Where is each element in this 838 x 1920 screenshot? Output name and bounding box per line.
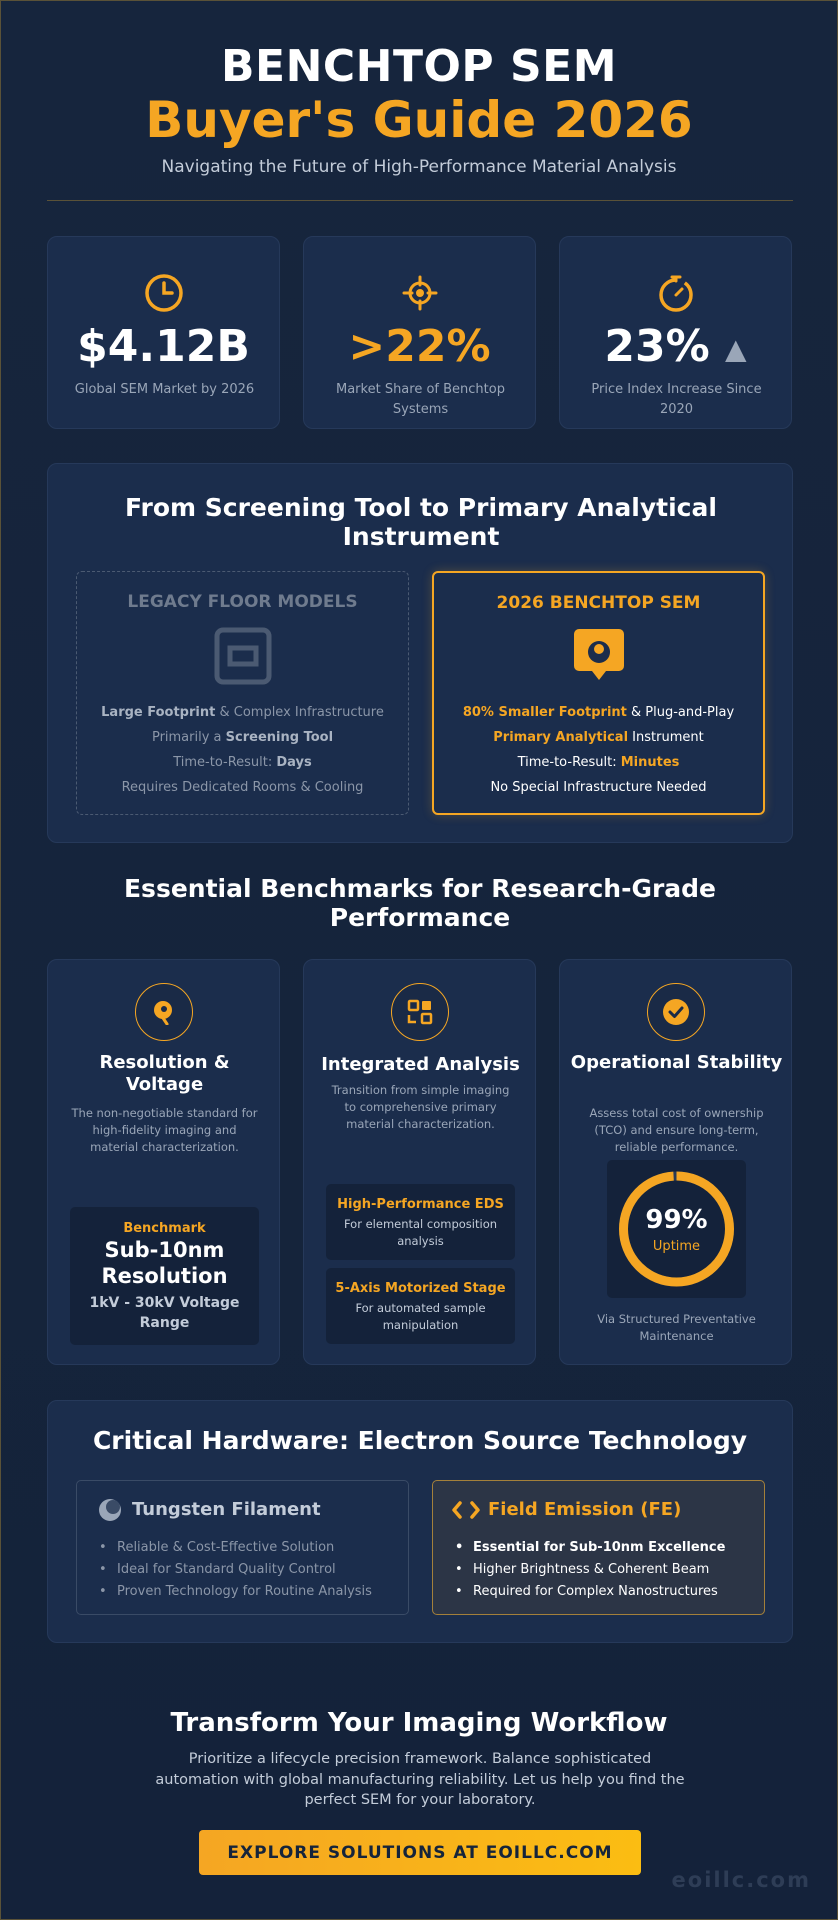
header-divider bbox=[47, 200, 793, 201]
stat-value bbox=[560, 321, 791, 372]
feature-text: For elemental composition analysis bbox=[343, 1217, 498, 1248]
list-item: • Essential for Sub-10nm Excellence bbox=[453, 1537, 725, 1559]
tungsten-list bbox=[97, 1537, 372, 1603]
benchmark-title: Resolution & Voltage bbox=[99, 1052, 230, 1095]
benchmark-description: Transition from simple imaging to comprehensive primary material characterization. bbox=[331, 1083, 510, 1131]
stat-value: $4.12B bbox=[77, 321, 250, 372]
spec-label: Benchmark bbox=[123, 1221, 206, 1236]
benchmark-card-stability bbox=[559, 959, 792, 1365]
benchtop-line: Time-to-Result: Minutes bbox=[517, 755, 680, 770]
code-brackets-icon bbox=[451, 1497, 481, 1523]
section-title: Critical Hardware: Electron Source Technology bbox=[92, 1426, 748, 1455]
benchmark-card-analysis bbox=[303, 959, 536, 1365]
explore-solutions-button[interactable]: EXPLORE SOLUTIONS AT EOILLC.COM bbox=[199, 1830, 641, 1875]
benchtop-panel bbox=[432, 571, 765, 815]
page-title: BENCHTOP SEM bbox=[220, 41, 618, 92]
feature-title: 5-Axis Motorized Stage bbox=[335, 1281, 506, 1296]
clock-icon bbox=[48, 271, 279, 315]
benchmark-description: The non-negotiable standard for high-fidelity imaging and material characterization. bbox=[71, 1106, 258, 1154]
floor-model-icon bbox=[77, 627, 408, 687]
benchtop-sem-icon bbox=[434, 628, 763, 688]
field-emission-panel bbox=[432, 1480, 765, 1615]
stat-label: Price Index Increase Since 2020 bbox=[591, 382, 762, 417]
tungsten-title: Tungsten Filament bbox=[132, 1499, 321, 1520]
feature-title: High-Performance EDS bbox=[337, 1197, 504, 1212]
field-emission-title: Field Emission (FE) bbox=[488, 1499, 682, 1520]
section-title: From Screening Tool to Primary Analytical Instrument bbox=[125, 493, 717, 551]
stat-card-market bbox=[47, 236, 280, 429]
gauge-value: 99% bbox=[645, 1205, 708, 1235]
spec-range: 1kV - 30kV Voltage Range bbox=[89, 1295, 240, 1331]
stat-value: >22% bbox=[348, 321, 491, 372]
list-item: • Reliable & Cost-Effective Solution bbox=[97, 1537, 372, 1559]
legacy-line: Requires Dedicated Rooms & Cooling bbox=[121, 780, 364, 795]
feature-text: For automated sample manipulation bbox=[355, 1301, 486, 1332]
analysis-icon bbox=[391, 983, 449, 1041]
benchtop-line: Primary Analytical Instrument bbox=[493, 730, 704, 745]
list-item: • Higher Brightness & Coherent Beam bbox=[453, 1559, 725, 1581]
benchtop-line: No Special Infrastructure Needed bbox=[490, 780, 707, 795]
page-subtitle-highlight: Buyer's Guide 2026 bbox=[145, 91, 693, 149]
target-icon bbox=[304, 271, 535, 315]
stat-label: Market Share of Benchtop Systems bbox=[336, 382, 505, 417]
watermark: eoillc.com bbox=[671, 1868, 811, 1892]
benchmark-spec-box bbox=[70, 1207, 259, 1345]
timer-icon bbox=[560, 271, 791, 315]
feature-box bbox=[326, 1184, 515, 1260]
benchmark-card-resolution bbox=[47, 959, 280, 1365]
stat-card-share bbox=[303, 236, 536, 429]
uptime-gauge bbox=[607, 1160, 746, 1298]
hardware-section bbox=[47, 1400, 793, 1643]
transition-section bbox=[47, 463, 793, 843]
filament-icon bbox=[95, 1497, 125, 1523]
benchtop-title: 2026 BENCHTOP SEM bbox=[496, 593, 701, 613]
benchmarks-title: Essential Benchmarks for Research-Grade Performance bbox=[123, 874, 717, 932]
field-emission-list bbox=[453, 1537, 725, 1603]
benchmark-title: Integrated Analysis bbox=[321, 1054, 520, 1075]
legacy-panel bbox=[76, 571, 409, 815]
stat-number: 23% bbox=[604, 321, 710, 372]
legacy-line: Time-to-Result: Days bbox=[173, 755, 312, 770]
cta-title: Transform Your Imaging Workflow bbox=[170, 1708, 668, 1738]
benchtop-line: 80% Smaller Footprint & Plug-and-Play bbox=[462, 705, 735, 720]
list-item: • Ideal for Standard Quality Control bbox=[97, 1559, 372, 1581]
up-triangle-icon: ▲ bbox=[725, 332, 747, 366]
legacy-line: Large Footprint & Complex Infrastructure bbox=[101, 705, 384, 720]
check-circle-icon bbox=[647, 983, 705, 1041]
stat-card-price bbox=[559, 236, 792, 429]
gauge-label: Uptime bbox=[652, 1239, 701, 1254]
benchmark-description: Assess total cost of ownership (TCO) and ensure long-term, reliable performance. bbox=[589, 1106, 764, 1154]
feature-box bbox=[326, 1268, 515, 1344]
benchmark-title: Operational Stability bbox=[570, 1052, 783, 1073]
legacy-line: Primarily a Screening Tool bbox=[151, 730, 334, 745]
tungsten-panel bbox=[76, 1480, 409, 1615]
list-item: • Proven Technology for Routine Analysis bbox=[97, 1581, 372, 1603]
benchmark-footnote: Via Structured Preventative Maintenance bbox=[597, 1312, 756, 1343]
legacy-title: LEGACY FLOOR MODELS bbox=[127, 592, 358, 612]
microscope-icon bbox=[135, 983, 193, 1041]
page-tagline: Navigating the Future of High-Performance Material Analysis bbox=[161, 157, 677, 177]
stat-label: Global SEM Market by 2026 bbox=[74, 382, 255, 397]
cta-text: Prioritize a lifecycle precision framework. Balance sophisticated automation with global manufacturing reliability. Let us help you find the perfect SEM for your laboratory. bbox=[155, 1751, 685, 1808]
list-item: • Required for Complex Nanostructures bbox=[453, 1581, 725, 1603]
spec-value: Sub-10nm Resolution bbox=[101, 1238, 228, 1288]
